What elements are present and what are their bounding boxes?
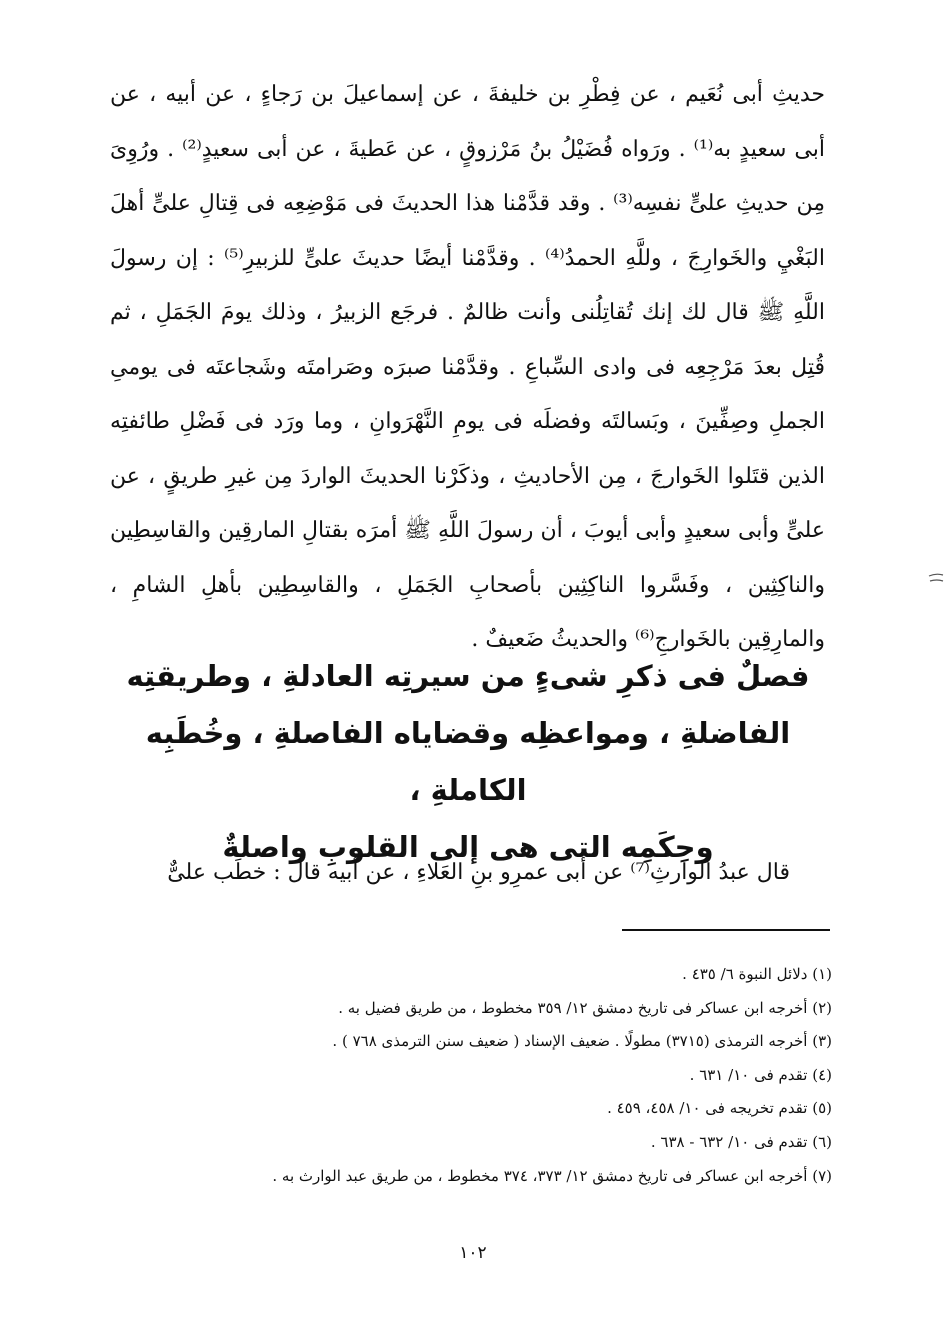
footnote-2: (٢) أخرجه ابن عساكر فى تاريخ دمشق ١٢/ ٣٥٩ مخطوط ، من طريق فضيل به . xyxy=(338,998,832,1017)
footnote-5: (٥) تقدم تخريجه فى ١٠/ ٤٥٨، ٤٥٩ . xyxy=(607,1099,832,1118)
margin-mark-icon xyxy=(928,572,944,586)
main-text-block xyxy=(110,68,825,668)
footnote-7: (٧) أخرجه ابن عساكر فى تاريخ دمشق ١٢/ ٣٧٣، ٣٧٤ مخطوط ، من طريق عبد الوارث به . xyxy=(272,1166,832,1185)
section-heading-line-2: الفاضلةِ ، ومواعظِه وقضاياه الفاصلةِ ، وخُطَبِه الكاملةِ ، xyxy=(145,716,791,807)
section-heading-line-1: فصلٌ فى ذكرِ شىءٍ من سيرتِه العادلةِ ، وطريقتِه xyxy=(126,659,810,693)
footnote-4: (٤) تقدم فى ١٠/ ٦٣١ . xyxy=(689,1065,832,1084)
section-opening-line: قال عبدُ الوارثِ⁽⁷⁾ عن أبى عمرِو بنِ العَلاءِ ، عن أبيه قال : خطَب علىٌّ xyxy=(167,860,790,885)
footnote-separator xyxy=(622,929,830,931)
footnote-6: (٦) تقدم فى ١٠/ ٦٣٢ - ٦٣٨ . xyxy=(650,1132,832,1151)
main-paragraph: حديثِ أبى نُعَيم ، عن فِطْرِ بن خليفةَ ، عن إسماعيلَ بن رَجاءٍ ، عن أبيه ، عن أبى سعيدٍ به⁽¹⁾ . ورَواه فُضَيْلُ بنُ مَرْزوقٍ ، عن عَطيةَ ، عن أبى سعيدٍ⁽²⁾ . ورُوِىَ مِن حديثِ علىٍّ نفسِه⁽³⁾ . وقد قدَّمْنا هذا الحديثَ فى مَوْضِعِه فى قِتالِ علىٍّ أهلَ البَغْيِ والخَوارِجَ ، وللَّهِ الحمدُ⁽⁴⁾ . وقدَّمْنا أيضًا حديثَ علىٍّ للزبيرِ⁽⁵⁾ : إن رسولَ اللَّهِ ﷺ قال لك إنك تُقاتِلُنى وأنت ظالمٌ . فرجَع الزبيرُ ، وذلك يومَ الجَمَلِ ، ثم قُتِل بعدَ مَرْجِعِه فى وادى السِّباعِ . وقدَّمْنا صبرَه وصَرامتَه وشَجاعتَه فى يومىِ الجملِ وصِفِّينَ ، وبَسالتَه وفضلَه فى يومِ النَّهْرَوانِ ، وما ورَد فى فَضْلِ طائفتِه الذين قتَلوا الخَوارجَ ، مِن الأحاديثِ ، وذكَرْنا الحديثَ الواردَ مِن غيرِ طريقٍ ، عن علىٍّ وأبى سعيدٍ وأبى أيوبَ ، أن رسولَ اللَّهِ ﷺ أمرَه بقتالِ المارقِين والقاسِطِين والناكِثِين ، وفَسَّروا الناكِثِين بأصحابِ الجَمَلِ ، والقاسِطِين بأهلِ الشامِ ، والمارِقِين بالخَوارجِ⁽⁶⁾ والحديثُ ضَعيفٌ . xyxy=(110,82,825,652)
section-heading-line-3: وحِكَمِه التى هى إلى القلوبِ واصلةٌ xyxy=(222,830,714,864)
footnote-3: (٣) أخرجه الترمذى (٣٧١٥) مطولًا . ضعيف الإسناد ( ضعيف سنن الترمذى ٧٦٨ ) . xyxy=(332,1032,832,1051)
footnotes-list xyxy=(110,958,832,1193)
page-number: ١٠٢ xyxy=(459,1243,487,1263)
section-heading xyxy=(110,648,826,876)
footnote-1: (١) دلائل النبوة ٦/ ٤٣٥ . xyxy=(682,965,832,983)
